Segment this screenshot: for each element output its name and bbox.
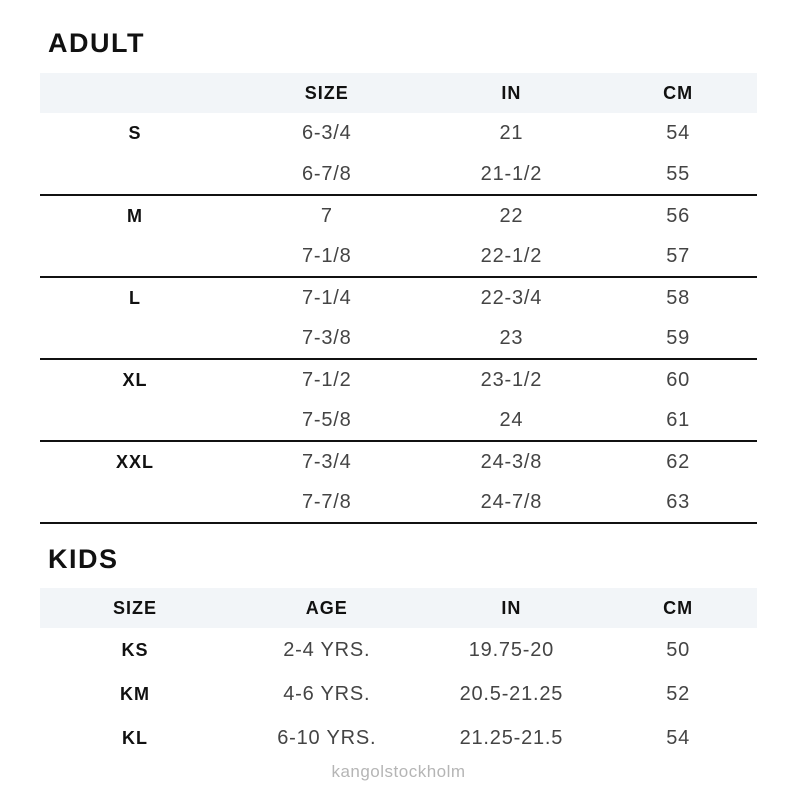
size-label-cell: L <box>129 287 141 308</box>
size-label-cell: S <box>128 123 142 143</box>
table-row <box>40 154 757 195</box>
kids-size-table <box>40 588 757 760</box>
column-header-in: IN <box>424 73 600 113</box>
table-row <box>40 318 757 359</box>
cm-cell: 57 <box>599 236 757 277</box>
hat-size-cell: 7-3/4 <box>301 450 352 473</box>
table-row <box>40 716 757 760</box>
kids-size-cell: KL <box>122 727 148 748</box>
table-row <box>40 195 757 236</box>
hat-size-cell: 7-1/2 <box>301 368 352 391</box>
cm-cell: 54 <box>666 726 691 749</box>
kids-size-cell: KS <box>121 639 149 660</box>
inches-cell: 20.5-21.25 <box>459 682 564 705</box>
size-label-cell <box>40 400 230 441</box>
table-row <box>40 482 757 523</box>
hat-size-cell: 7-3/8 <box>230 318 424 359</box>
table-row <box>40 672 757 716</box>
table-row <box>40 628 757 672</box>
adult-size-table <box>40 73 757 524</box>
size-label-cell: M <box>127 205 143 226</box>
inches-cell: 22 <box>499 204 524 227</box>
hat-size-cell: 7-1/8 <box>230 236 424 277</box>
age-cell: 6-10 YRS. <box>277 726 377 749</box>
inches-cell: 21-1/2 <box>424 154 600 195</box>
column-header-blank <box>40 73 230 113</box>
inches-cell: 19.75-20 <box>468 638 555 661</box>
cm-cell: 50 <box>666 638 691 661</box>
kids-section-heading: KIDS <box>48 544 119 574</box>
inches-cell: 21.25-21.5 <box>459 726 564 749</box>
cm-cell: 55 <box>599 154 757 195</box>
column-header-age: AGE <box>230 588 424 628</box>
inches-cell: 24-3/8 <box>480 450 543 473</box>
column-header-cm: CM <box>599 588 757 628</box>
cm-cell: 58 <box>666 286 691 309</box>
inches-cell: 24-7/8 <box>424 482 600 523</box>
inches-cell: 23 <box>424 318 600 359</box>
size-label-cell: XL <box>122 369 148 390</box>
age-cell: 4-6 YRS. <box>283 682 371 705</box>
cm-cell: 62 <box>666 450 691 473</box>
hat-size-cell: 7-5/8 <box>230 400 424 441</box>
table-row <box>40 441 757 482</box>
cm-cell: 56 <box>666 204 691 227</box>
adult-section-heading: ADULT <box>48 28 145 58</box>
cm-cell: 54 <box>666 122 691 144</box>
age-cell: 2-4 YRS. <box>283 638 371 661</box>
hat-size-cell: 6-7/8 <box>230 154 424 195</box>
inches-cell: 23-1/2 <box>480 368 543 391</box>
kids-size-cell: KM <box>120 683 150 704</box>
cm-cell: 61 <box>599 400 757 441</box>
adult-header-row <box>40 73 757 113</box>
hat-size-cell: 7-1/4 <box>301 286 352 309</box>
inches-cell: 22-1/2 <box>424 236 600 277</box>
table-row <box>40 359 757 400</box>
cm-cell: 52 <box>666 682 691 705</box>
size-label-cell <box>40 482 230 523</box>
cm-cell: 59 <box>599 318 757 359</box>
table-row <box>40 113 757 154</box>
kids-header-row <box>40 588 757 628</box>
hat-size-cell: 7 <box>320 204 333 227</box>
cm-cell: 63 <box>599 482 757 523</box>
table-row <box>40 277 757 318</box>
brand-watermark: kangolstockholm <box>331 762 466 781</box>
column-header-cm: CM <box>599 73 757 113</box>
hat-size-cell: 7-7/8 <box>230 482 424 523</box>
column-header-size: SIZE <box>230 73 424 113</box>
table-row <box>40 400 757 441</box>
column-header-in: IN <box>424 588 600 628</box>
column-header-size: SIZE <box>40 588 230 628</box>
size-label-cell <box>40 154 230 195</box>
hat-size-cell: 6-3/4 <box>301 122 352 144</box>
inches-cell: 24 <box>424 400 600 441</box>
cm-cell: 60 <box>666 368 691 391</box>
size-label-cell: XXL <box>115 451 154 472</box>
table-row <box>40 236 757 277</box>
size-label-cell <box>40 236 230 277</box>
size-label-cell <box>40 318 230 359</box>
inches-cell: 22-3/4 <box>480 286 543 309</box>
inches-cell: 21 <box>499 122 524 144</box>
